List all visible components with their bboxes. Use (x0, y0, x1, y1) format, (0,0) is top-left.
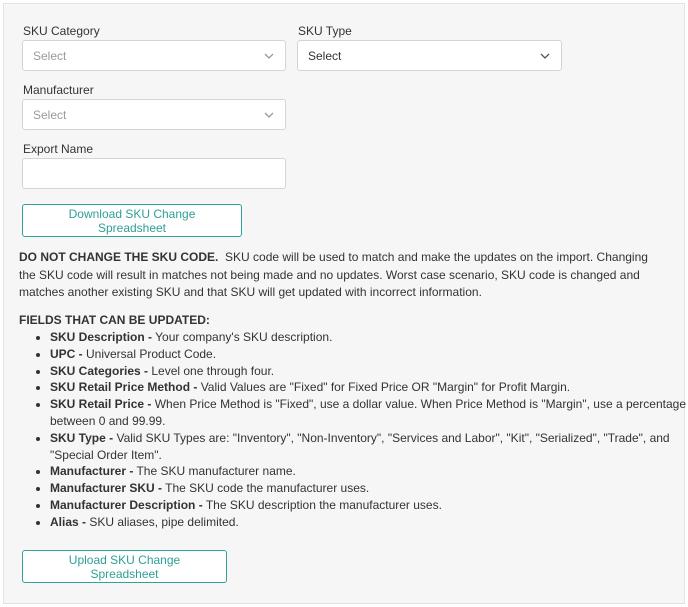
list-item (50, 379, 688, 396)
updatable-fields-heading: FIELDS THAT CAN BE UPDATED: (19, 313, 210, 327)
list-item (50, 463, 688, 480)
chevron-down-icon (263, 109, 275, 121)
warning-text: SKU code will be used to match and make the updates on the import. Changing the SKU code will result in matches not being made and no updates. Worst case scenario, SKU code is changed and matches another existing SKU and that SKU will get updated with incorrect information. (19, 250, 648, 299)
field-description: The SKU manufacturer name. (133, 464, 296, 479)
warning-bold-text: DO NOT CHANGE THE SKU CODE. (19, 250, 219, 264)
field-name: UPC - (50, 346, 83, 361)
field-description: Valid Values are "Fixed" for Fixed Price OR "Margin" for Profit Margin. (197, 380, 571, 395)
field-description: When Price Method is "Fixed", use a dollar value. When Price Method is "Margin", use a percentage between 0 and 99.99. (50, 397, 687, 428)
updatable-fields-list (19, 329, 688, 531)
chevron-down-icon (539, 50, 551, 62)
sku-type-label: SKU Type (298, 24, 352, 38)
field-name: SKU Retail Price - (50, 397, 152, 412)
field-description: Valid SKU Types are: "Inventory", "Non-Inventory", "Services and Labor", "Kit", "Serialized", "Trade", and "Special Order Item". (50, 430, 670, 462)
field-name: SKU Type - (50, 430, 114, 445)
export-name-label: Export Name (23, 142, 94, 156)
sku-type-select[interactable] (297, 40, 562, 71)
manufacturer-select[interactable] (22, 99, 286, 130)
field-description: Universal Product Code. (82, 346, 217, 361)
field-name: SKU Categories - (50, 363, 149, 378)
chevron-down-icon (263, 50, 275, 62)
list-item (50, 329, 688, 346)
list-item (50, 396, 688, 430)
field-description: Your company's SKU description. (152, 330, 333, 344)
list-item (50, 430, 688, 464)
field-description: The SKU code the manufacturer uses. (162, 481, 370, 496)
field-description: The SKU description the manufacturer uses. (202, 497, 442, 512)
list-item (50, 497, 688, 514)
sku-category-select[interactable] (22, 40, 286, 71)
export-name-input[interactable] (22, 158, 286, 189)
field-description: Level one through four. (148, 363, 275, 378)
list-item (50, 514, 688, 531)
manufacturer-label: Manufacturer (23, 83, 94, 97)
manufacturer-placeholder: Select (33, 107, 67, 122)
list-item (50, 480, 688, 497)
field-description: SKU aliases, pipe delimited. (86, 514, 239, 529)
list-item (50, 363, 688, 380)
field-name: SKU Description - (50, 330, 153, 344)
sku-type-value: Select (308, 48, 342, 63)
sku-category-label: SKU Category (23, 24, 100, 38)
field-name: Manufacturer SKU - (50, 481, 163, 496)
upload-sku-spreadsheet-button[interactable]: Upload SKU Change Spreadsheet (22, 550, 227, 583)
field-name: Alias - (50, 514, 87, 529)
sku-code-warning (19, 249, 667, 302)
field-name: Manufacturer - (50, 464, 134, 479)
download-sku-spreadsheet-button[interactable]: Download SKU Change Spreadsheet (22, 204, 242, 237)
sku-category-placeholder: Select (33, 48, 67, 63)
field-name: Manufacturer Description - (50, 497, 203, 512)
list-item (50, 346, 688, 363)
field-name: SKU Retail Price Method - (50, 380, 198, 395)
